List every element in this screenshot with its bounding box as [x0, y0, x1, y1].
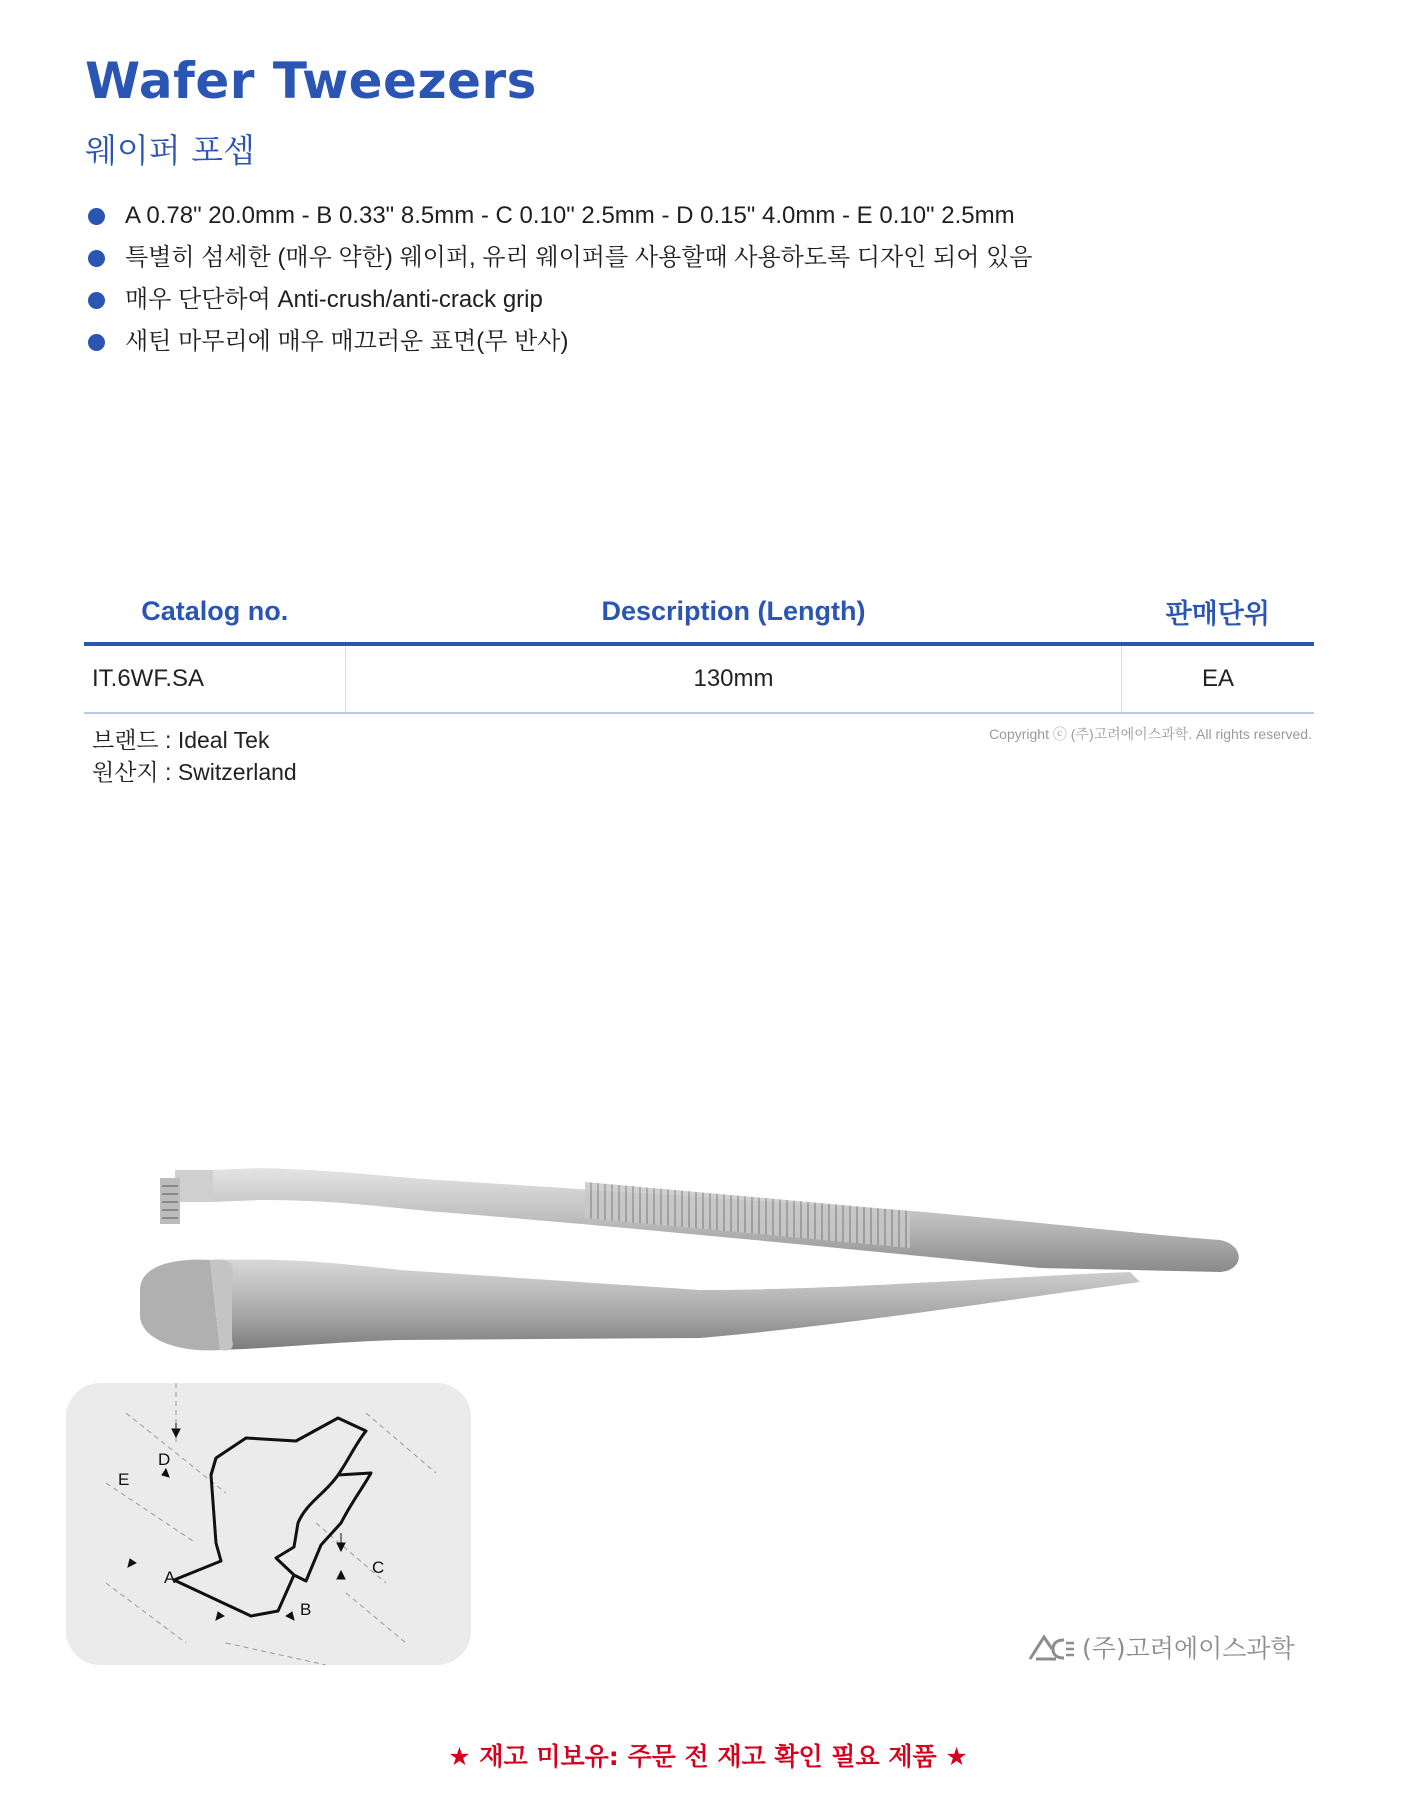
bullet-icon [88, 208, 105, 225]
dim-label-b: B [300, 1600, 312, 1619]
feature-item [85, 237, 1032, 279]
feature-text: 매우 단단하여 Anti-crush/anti-crack grip [125, 286, 543, 313]
page-subtitle: 웨이퍼 포셉 [85, 131, 255, 170]
feature-item [85, 321, 1032, 363]
bullet-icon [88, 334, 105, 351]
feature-item [85, 279, 1032, 321]
bullet-icon [88, 250, 105, 267]
feature-item [85, 195, 1032, 237]
feature-text: 새틴 마무리에 매우 매끄러운 표면(무 반사) [125, 328, 569, 355]
catalog-cell: IT.6WF.SA [84, 644, 346, 713]
product-info [92, 724, 297, 788]
spec-table [84, 580, 1314, 714]
copyright-text: Copyright ⓒ (주)고려에이스과학. All rights reserved. [989, 726, 1312, 742]
tweezers-image [140, 1150, 1250, 1360]
feature-text: 특별히 섬세한 (매우 약한) 웨이퍼, 유리 웨이퍼를 사용할때 사용하도록 디자인 되어 있음 [125, 244, 1033, 271]
company-mark [1026, 1629, 1295, 1665]
col-description-header: Description (Length) [346, 580, 1122, 644]
origin-text: 원산지 : Switzerland [92, 759, 297, 785]
company-name: (주)고려에이스과학 [1082, 1634, 1295, 1663]
dimension-diagram [66, 1383, 471, 1665]
dim-label-d: D [158, 1450, 171, 1469]
dim-label-e: E [118, 1470, 130, 1489]
page-title: Wafer Tweezers [85, 52, 537, 110]
bullet-icon [88, 292, 105, 309]
unit-cell: EA [1122, 644, 1315, 713]
brand-text: 브랜드 : Ideal Tek [92, 727, 270, 753]
description-cell: 130mm [346, 644, 1122, 713]
stock-notice: ★ 재고 미보유: 주문 전 재고 확인 필요 제품 ★ [448, 1742, 968, 1771]
col-catalog-header: Catalog no. [84, 580, 346, 644]
dimension-drawing [66, 1383, 471, 1665]
feature-text: A 0.78" 20.0mm - B 0.33" 8.5mm - C 0.10" 2.5mm - D 0.15" 4.0mm - E 0.10" 2.5mm [125, 202, 1015, 229]
dim-label-c: C [372, 1558, 385, 1577]
koreaace-logo-icon [1026, 1631, 1076, 1663]
feature-list [85, 195, 1032, 363]
dim-label-a: A [164, 1568, 176, 1587]
col-unit-header: 판매단위 [1122, 580, 1315, 644]
table-row [84, 644, 1314, 713]
table-header-row [84, 580, 1314, 644]
